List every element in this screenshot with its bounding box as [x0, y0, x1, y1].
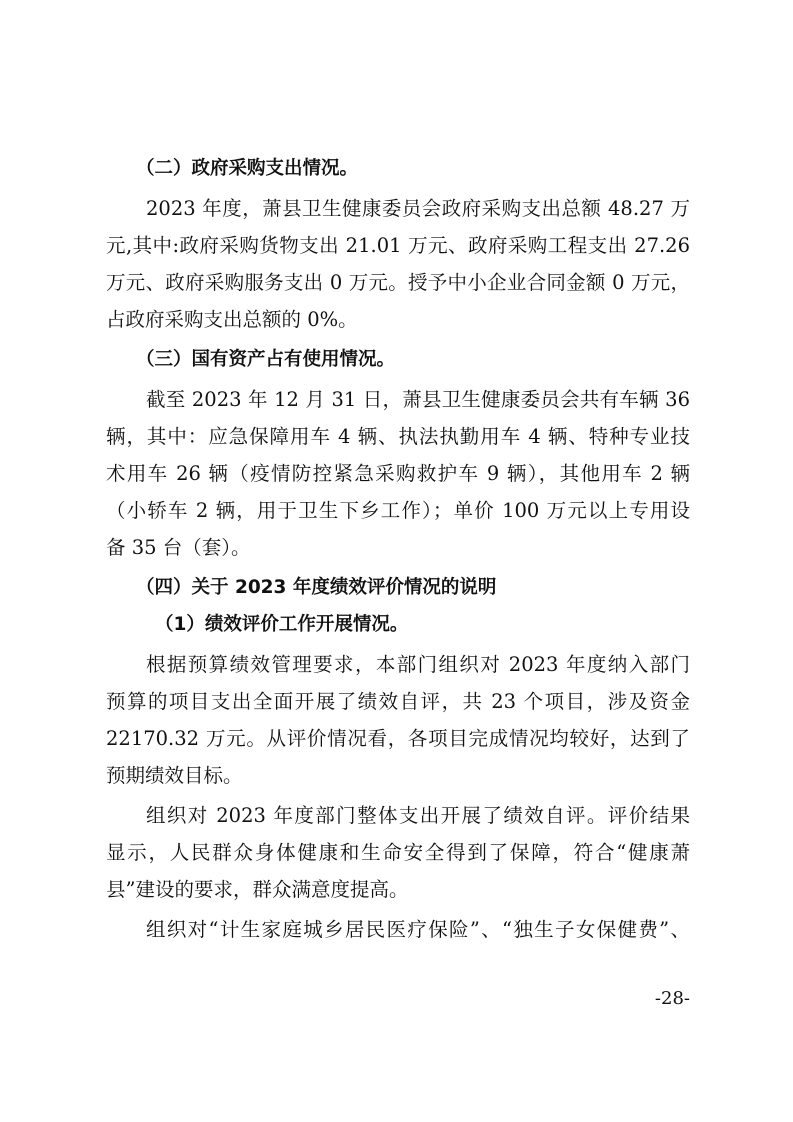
paragraph-line: 根据预算绩效管理要求，本部门组织对 2023 年度纳入部门 — [146, 653, 690, 676]
paragraph-line: 预算的项目支出全面开展了绩效自评，共 23 个项目，涉及资金 — [106, 690, 690, 713]
page-number: -28- — [654, 988, 690, 1009]
paragraph-line: 22170.32 万元。从评价情况看，各项目完成情况均较好，达到了 — [106, 727, 690, 750]
paragraph-line: 元,其中:政府采购货物支出 21.01 万元、政府采购工程支出 27.26 — [106, 234, 690, 257]
paragraph-line: 显示，人民群众身体健康和生命安全得到了保障，符合“健康萧 — [106, 841, 690, 864]
section-heading-procurement: （二）政府采购支出情况。 — [136, 158, 359, 179]
paragraph-line: 占政府采购支出总额的 0%。 — [106, 308, 358, 331]
paragraph-line: 预期绩效目标。 — [106, 764, 243, 787]
paragraph-line: （小轿车 2 辆，用于卫生下乡工作）；单价 100 万元以上专用设 — [106, 499, 690, 522]
section-heading-assets: （三）国有资产占有使用情况。 — [136, 349, 396, 370]
page-content — [106, 150, 690, 948]
paragraph-line: 万元、政府采购服务支出 0 万元。授予中小企业合同金额 0 万元， — [106, 271, 690, 294]
paragraph-line: 县”建设的要求，群众满意度提高。 — [106, 878, 409, 901]
section-heading-performance: （四）关于 2023 年度绩效评价情况的说明 — [136, 577, 497, 598]
paragraph-line: 备 35 台（套）。 — [106, 536, 251, 559]
paragraph-line: 组织对“计生家庭城乡居民医疗保险”、“独生子女保健费”、 — [146, 918, 690, 941]
paragraph-line: 组织对 2023 年度部门整体支出开展了绩效自评。评价结果 — [146, 804, 690, 827]
paragraph-line: 2023 年度，萧县卫生健康委员会政府采购支出总额 48.27 万 — [146, 197, 690, 220]
paragraph-line: 术用车 26 辆（疫情防控紧急采购救护车 9 辆），其他用车 2 辆 — [106, 462, 690, 485]
subsection-heading: （1）绩效评价工作开展情况。 — [155, 614, 409, 635]
paragraph-line: 截至 2023 年 12 月 31 日，萧县卫生健康委员会共有车辆 36 — [146, 388, 690, 411]
paragraph-line: 辆，其中：应急保障用车 4 辆、执法执勤用车 4 辆、特种专业技 — [106, 425, 690, 448]
